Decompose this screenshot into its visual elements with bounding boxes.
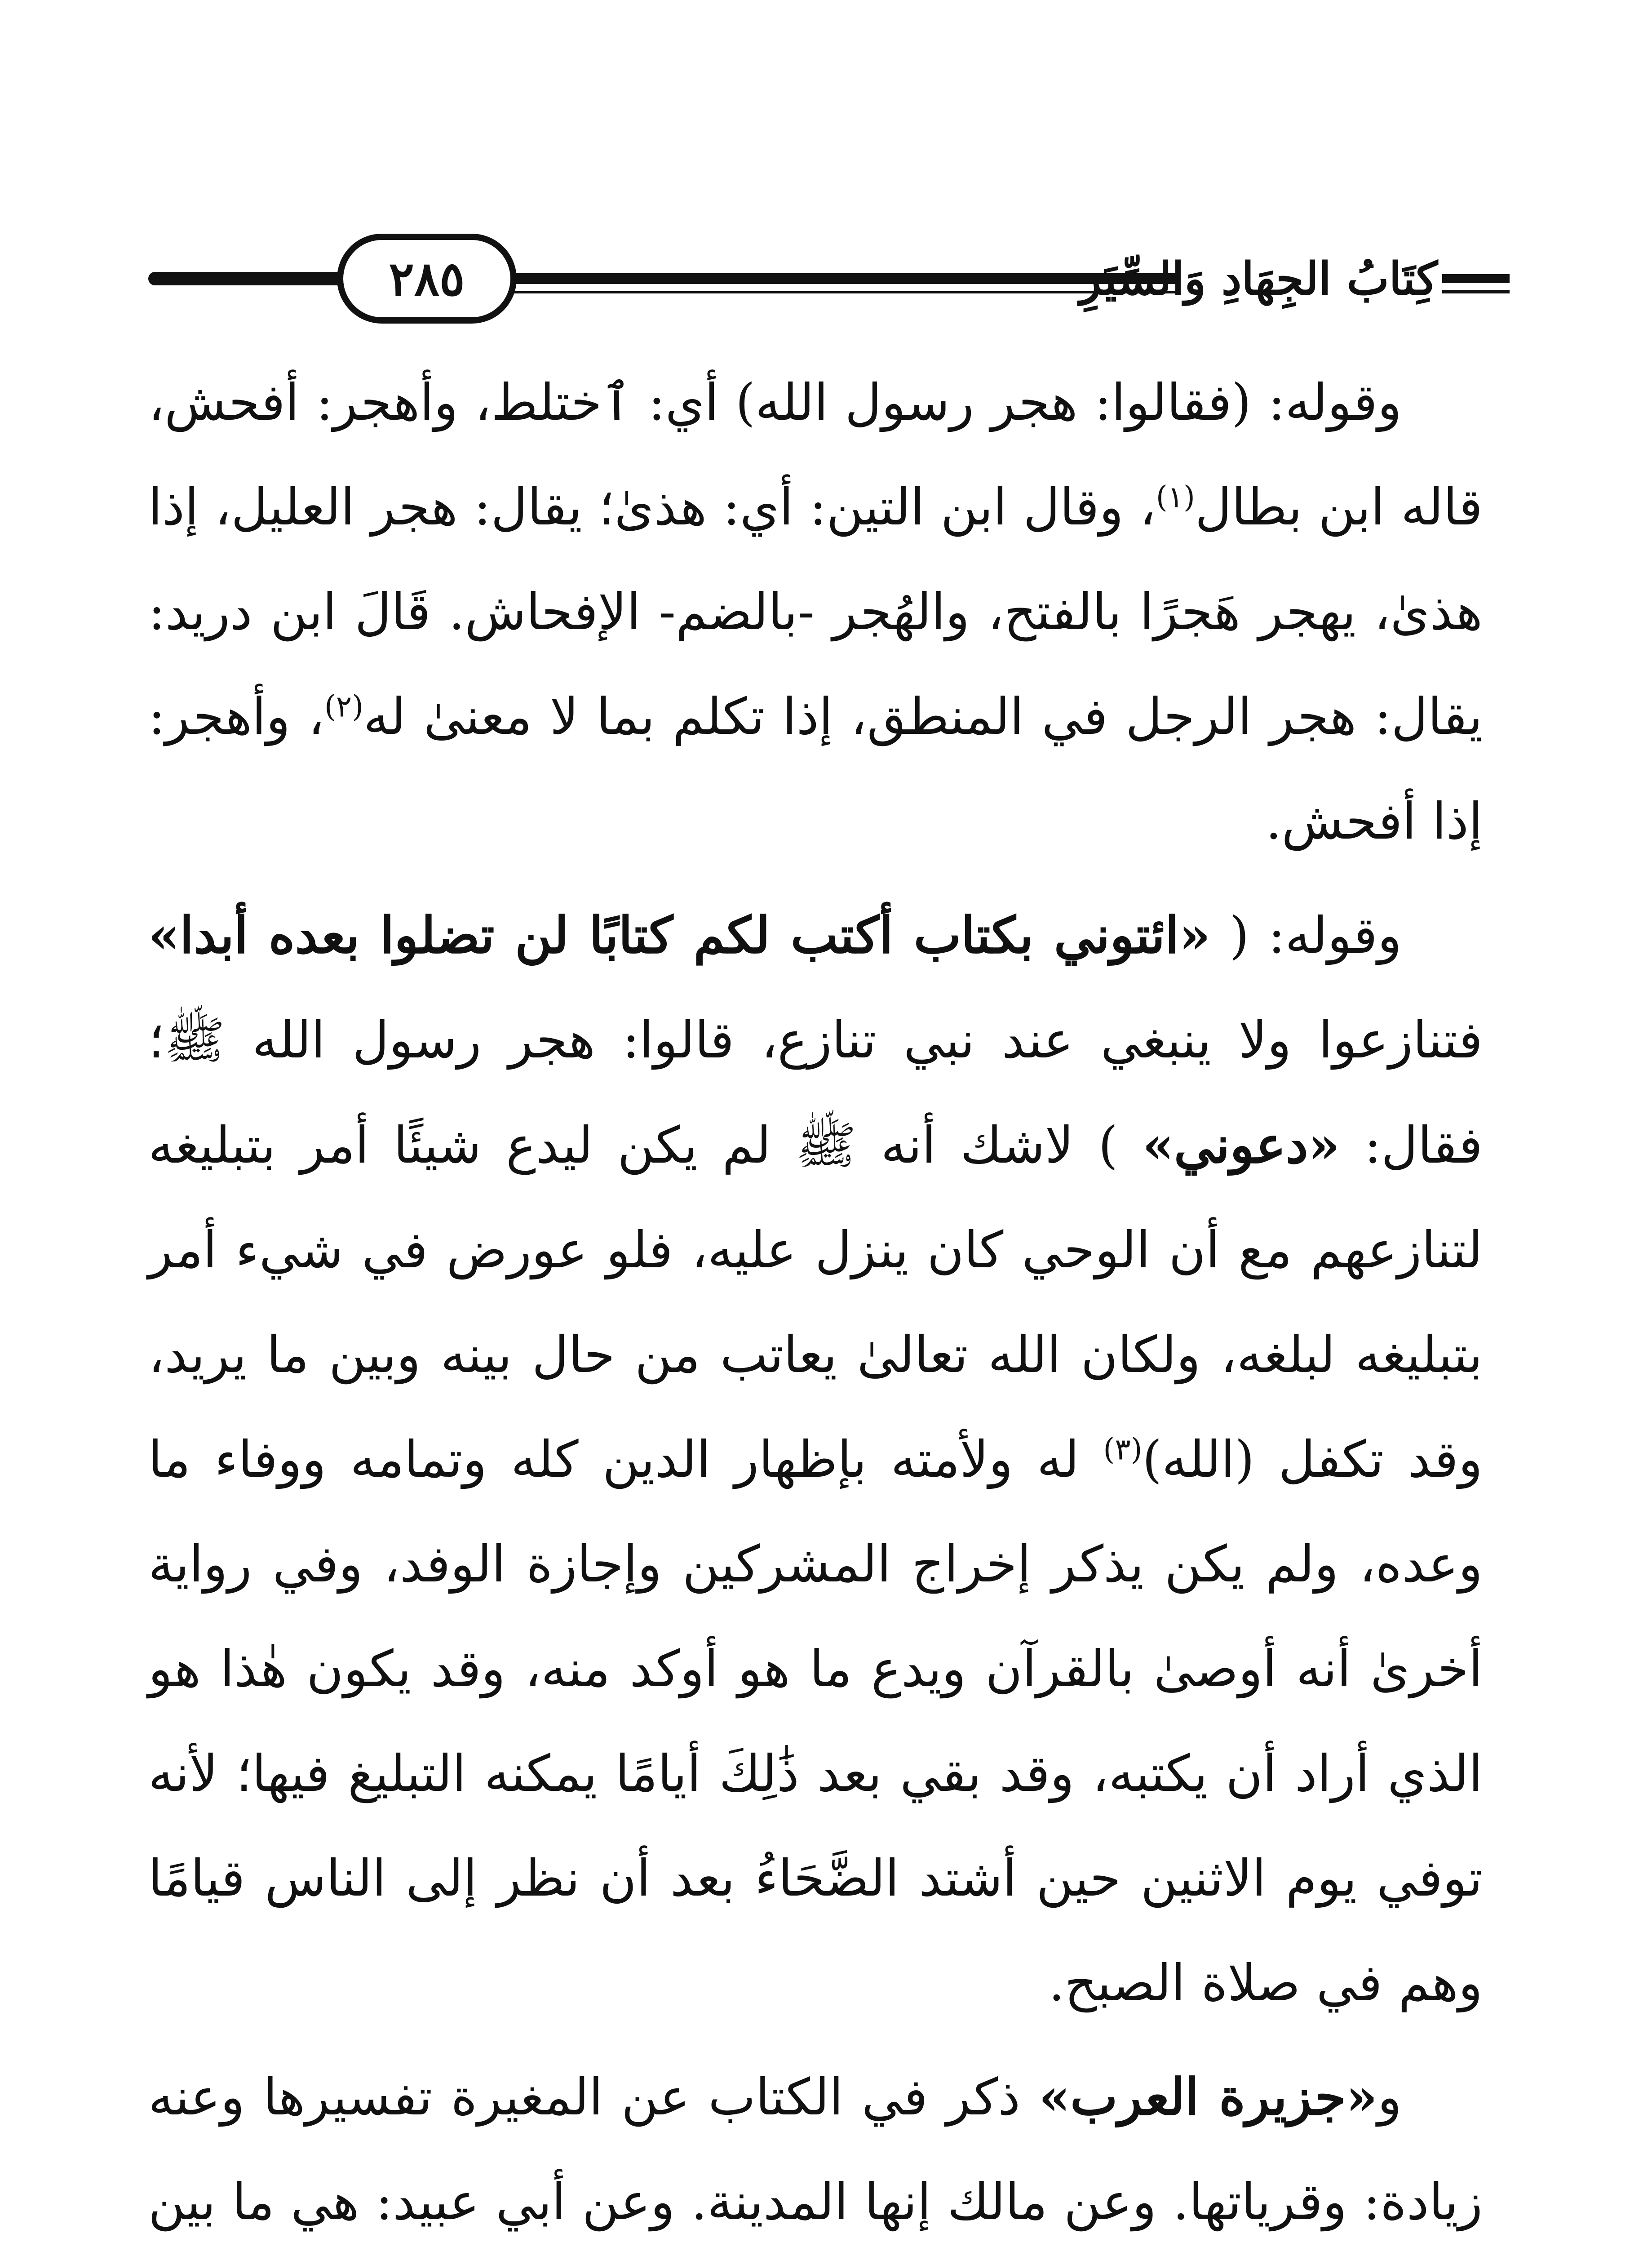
- header-rule-right-thin: [1442, 290, 1510, 293]
- paragraph-text: و: [1377, 2068, 1402, 2127]
- hadith-quote: «ائتوني بكتاب أكتب لكم كتابًا لن تضلوا بعده أبدا»: [148, 906, 1211, 965]
- paragraph: [148, 351, 1483, 874]
- paragraph-text: ، وقال ابن التين: أي: هذىٰ؛ يقال: هجر العليل، إذا هذىٰ، يهجر هَجرًا بالفتح، والهُجر -بالضم- الإفحاش. قَالَ ابن دريد: يقال: هجر الرجل في المنطق، إذا تكلم بما لا معنىٰ له: [148, 478, 1483, 746]
- header-rule: [508, 273, 1177, 284]
- header-rule-thin: [508, 291, 1177, 293]
- term-bold: «جزيرة العرب»: [1039, 2068, 1377, 2127]
- paragraph-text: وقوله: (فقالوا: هجر رسول الله) أي: ٱختلط، وأهجر: أفحش، قاله ابن بطال: [148, 373, 1483, 537]
- header-rule-right: [1442, 274, 1510, 283]
- footnote-ref: (٢): [324, 689, 363, 724]
- paragraph: [148, 2045, 1483, 2247]
- page-header: [148, 225, 1474, 342]
- page-number-badge: [337, 234, 517, 324]
- paragraph: [148, 883, 1483, 2036]
- paragraph-text: فتنازعوا ولا ينبغي عند نبي تنازع، قالوا: هجر رسول الله ﷺ؛ فقال:: [148, 1011, 1483, 1175]
- paragraph-text: ذكر في الكتاب عن المغيرة تفسيرها وعنه زيادة: وقرياتها. وعن مالك إنها المدينة. وعن أبي عبيد: هي ما بين: [148, 2068, 1483, 2231]
- paragraph-text: ) لاشك أنه ﷺ لم يكن ليدع شيئًا أمر بتبليغه لتنازعهم مع أن الوحي كان ينزل عليه، فلو عورض في شيء أمر بتبليغه لبلغه، ولكان الله تعالىٰ يعاتب من حال بينه وبين ما يريد، وقد تكفل (الله): [148, 1116, 1483, 1489]
- running-title: كِتَابُ الجِهَادِ وَالسِّيَرِ: [1079, 252, 1438, 305]
- paragraph-text: ، وأهجر: إذا أفحش.: [148, 688, 1483, 851]
- footnote-ref: (١): [1156, 480, 1195, 515]
- paragraph-text: وقوله: (: [1210, 906, 1402, 965]
- body-text: [148, 351, 1483, 2247]
- hadith-quote: «دعوني»: [1142, 1116, 1340, 1175]
- footnote-ref: (٣): [1103, 1432, 1143, 1467]
- paragraph-text: له ولأمته بإظهار الدين كله وتمامه ووفاء ما وعده، ولم يكن يذكر إخراج المشركين وإجازة الوفد، وفي رواية أخرىٰ أنه أوصىٰ بالقرآن ويدع ما هو أوكد منه، وقد يكون هٰذا هو الذي أراد أن يكتبه، وقد بقي بعد ذَٰلِكَ أيامًا يمكنه التبليغ فيها؛ لأنه توفي يوم الاثنين حين أشتد الضَّحَاءُ بعد أن نظر إلى الناس قيامًا وهم في صلاة الصبح.: [148, 1430, 1483, 2012]
- page-number: ٢٨٥: [389, 251, 465, 306]
